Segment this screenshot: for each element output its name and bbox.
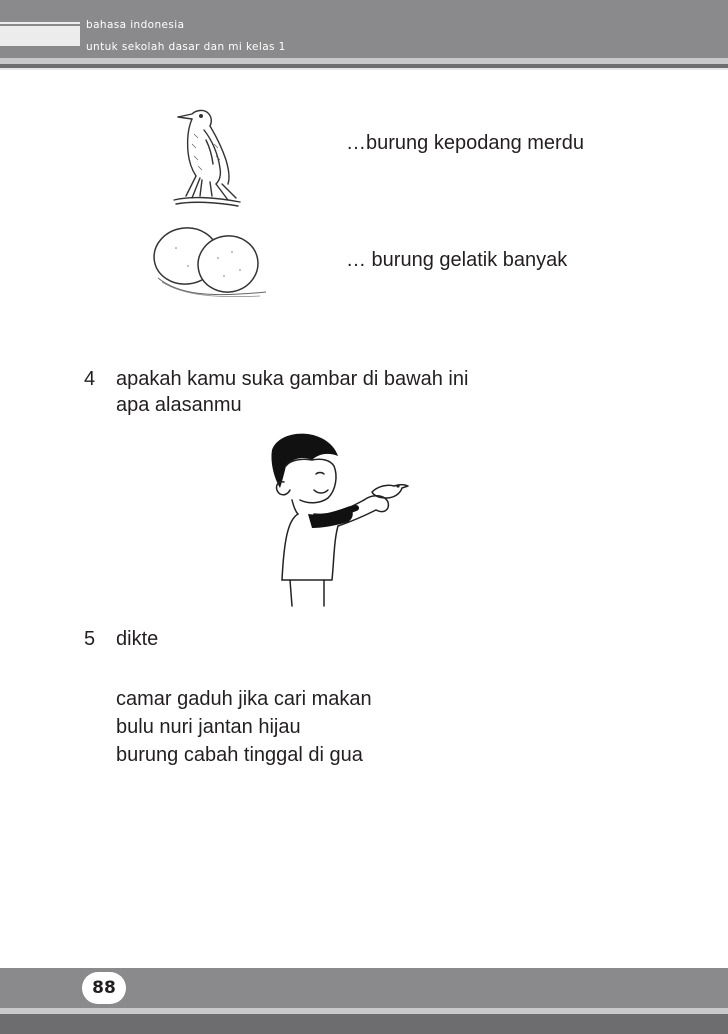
question-4-line-2: apa alasanmu — [116, 394, 242, 416]
dictation-line-1: camar gaduh jika cari makan — [116, 688, 372, 710]
book-subtitle: untuk sekolah dasar dan mi kelas 1 — [86, 41, 286, 53]
bird-illustration-icon — [170, 104, 244, 212]
header-band — [0, 0, 728, 58]
question-5-title: dikte — [116, 628, 159, 650]
fill-sentence-1: …burung kepodang merdu — [346, 132, 584, 154]
dictation-line-3: burung cabah tinggal di gua — [116, 744, 363, 766]
question-4-number: 4 — [84, 368, 96, 390]
page-number: 88 — [82, 972, 126, 1004]
footer-stripe-dark — [0, 1014, 728, 1034]
fill-sentence-2: … burung gelatik banyak — [346, 249, 568, 271]
header-tab-line — [0, 22, 80, 24]
header-tab — [0, 26, 80, 46]
dictation-line-2: bulu nuri jantan hijau — [116, 716, 301, 738]
header-stripe-thin — [0, 68, 728, 70]
question-5-number: 5 — [84, 628, 96, 650]
eggs-illustration-icon — [148, 218, 272, 300]
question-4-line-1: apakah kamu suka gambar di bawah ini — [116, 368, 469, 390]
book-title: bahasa indonesia — [86, 19, 185, 31]
boy-holding-bird-illustration-icon — [268, 430, 418, 608]
